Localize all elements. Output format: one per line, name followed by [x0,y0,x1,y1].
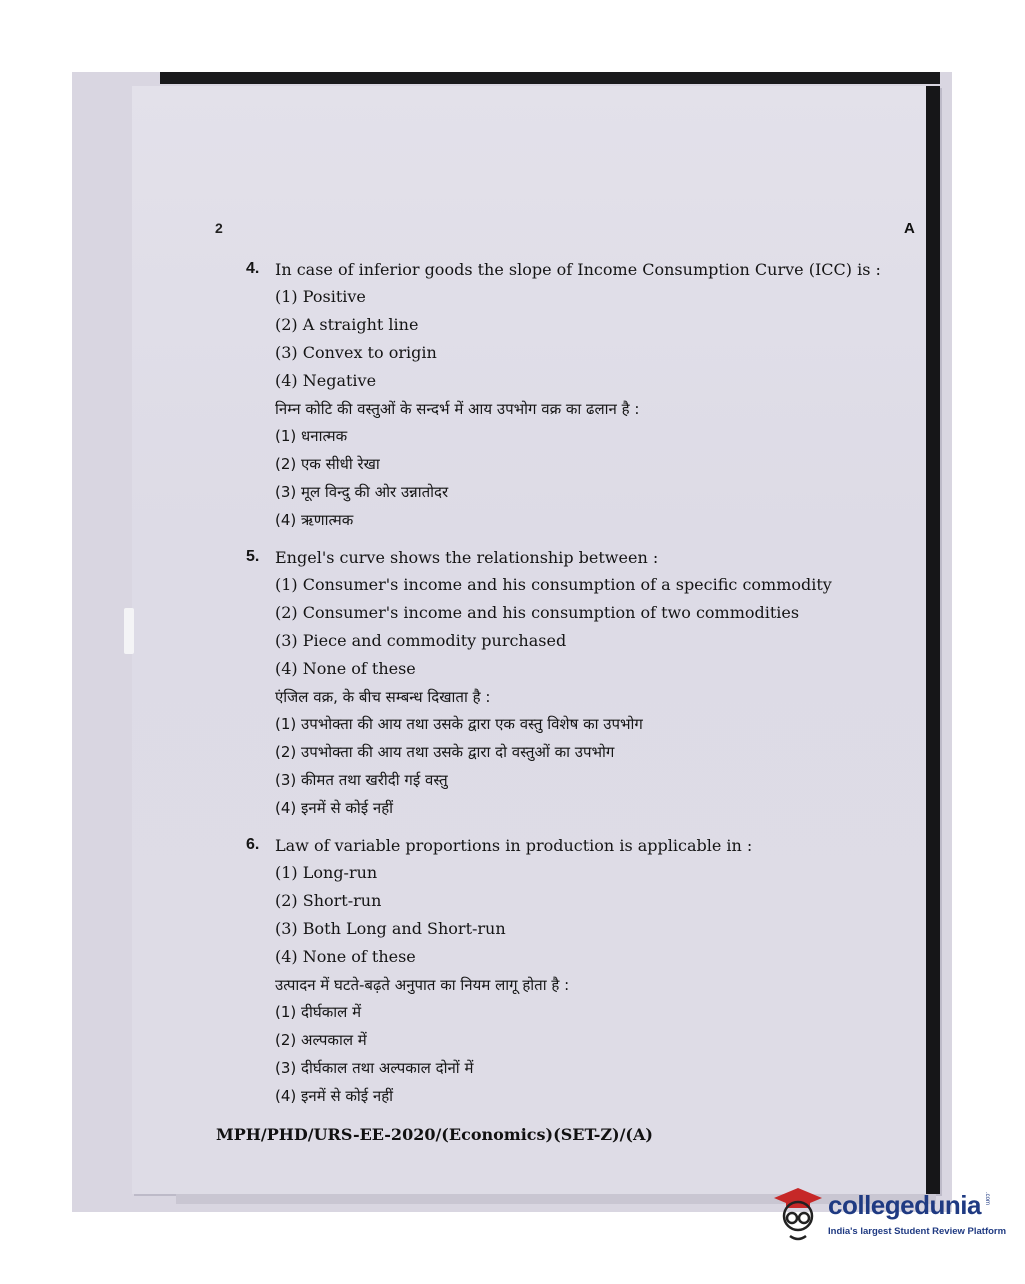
question-text-en: In case of inferior goods the slope of Income Consumption Curve (ICC) is : [275,260,881,279]
option-en-4: (4) Negative [275,371,377,390]
collegedunia-logo [768,1180,1008,1250]
option-hi-3: (3) मूल विन्दु की ओर उन्नातोदर [275,483,449,501]
logo-domain-suffix: .com [984,1192,990,1206]
option-en-1: (1) Consumer's income and his consumption of a specific commodity [275,575,832,594]
option-hi-2: (2) अल्पकाल में [275,1031,367,1049]
option-hi-4: (4) इनमें से कोई नहीं [275,799,394,817]
option-en-2: (2) Short-run [275,891,382,910]
option-hi-2: (2) एक सीधी रेखा [275,455,380,473]
question-number: 4. [246,260,260,277]
option-hi-3: (3) कीमत तथा खरीदी गई वस्तु [275,771,448,789]
option-en-1: (1) Positive [275,287,366,306]
question-number: 5. [246,548,260,565]
staple-clip [124,608,134,654]
option-en-2: (2) Consumer's income and his consumption of two commodities [275,603,800,622]
logo-tagline: India's largest Student Review Platform [828,1226,1007,1237]
option-en-3: (3) Piece and commodity purchased [275,631,567,650]
option-en-3: (3) Convex to origin [275,343,437,362]
option-hi-1: (1) उपभोक्ता की आय तथा उसके द्वारा एक वस्तु विशेष का उपभोग [275,715,643,733]
question-text-hi: उत्पादन में घटते-बढ़ते अनुपात का नियम लागू होता है : [275,976,570,994]
option-hi-1: (1) धनात्मक [275,427,348,445]
set-letter: A [904,220,915,237]
graduate-cap-face-icon [768,1180,828,1250]
option-hi-4: (4) इनमें से कोई नहीं [275,1087,394,1105]
question-number: 6. [246,836,260,853]
paper-code-footer: MPH/PHD/URS-EE-2020/(Economics)(SET-Z)/(A) [216,1125,653,1144]
option-hi-2: (2) उपभोक्ता की आय तथा उसके द्वारा दो वस्तुओं का उपभोग [275,743,615,761]
option-hi-1: (1) दीर्घकाल में [275,1003,362,1021]
option-hi-4: (4) ऋणात्मक [275,511,354,529]
option-en-4: (4) None of these [275,659,416,678]
question-text-hi: निम्न कोटि की वस्तुओं के सन्दर्भ में आय उपभोग वक्र का ढलान है : [275,400,640,418]
page-number: 2 [215,220,223,236]
page-shadow-right [926,86,940,1194]
option-en-2: (2) A straight line [275,315,419,334]
option-en-3: (3) Both Long and Short-run [275,919,506,938]
question-text-en: Law of variable proportions in production is applicable in : [275,836,753,855]
question-text-en: Engel's curve shows the relationship between : [275,548,659,567]
option-en-4: (4) None of these [275,947,416,966]
option-en-1: (1) Long-run [275,863,378,882]
logo-wordmark: collegedunia [828,1190,981,1220]
question-text-hi: एंजिल वक्र, के बीच सम्बन्ध दिखाता है : [275,688,491,706]
page-shadow-top [160,72,940,84]
option-hi-3: (3) दीर्घकाल तथा अल्पकाल दोनों में [275,1059,474,1077]
